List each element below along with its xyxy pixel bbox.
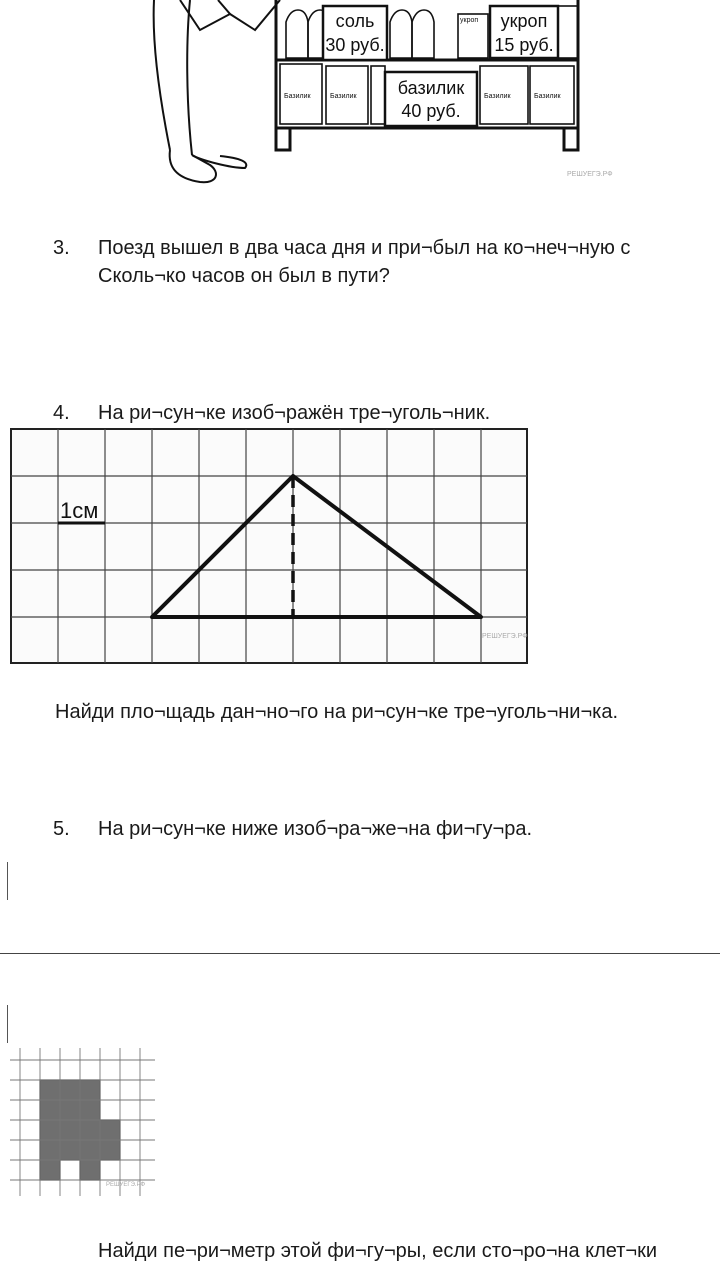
shop-illustration <box>140 0 620 190</box>
section-divider <box>0 953 720 954</box>
packet-label: Базилик <box>484 93 511 100</box>
packet-label: Базилик <box>534 93 561 100</box>
q5-text: На ри¬сун¬ке ниже изоб¬ра¬же¬на фи¬гу¬ра. <box>98 818 533 840</box>
q4-number: 4. <box>53 402 70 424</box>
page-edge-marker <box>0 862 8 900</box>
q3-number: 3. <box>53 237 70 259</box>
q4-question: Найди пло¬щадь дан¬но¬го на ри¬сун¬ке тре¬уголь¬ни¬ка. <box>55 701 619 723</box>
watermark: РЕШУЕГЭ.РФ <box>106 1182 146 1188</box>
q3-line-2: Сколь¬ко часов он был в пути? <box>98 265 390 287</box>
basil-price: 40 руб. <box>401 101 461 121</box>
salt-price: 30 руб. <box>325 35 385 55</box>
dill-price: 15 руб. <box>494 35 554 55</box>
q3-line-1: Поезд вышел в два часа дня и при¬был на ко¬неч¬ную с <box>98 237 631 259</box>
packet-label: укроп <box>460 17 479 24</box>
triangle-figure <box>10 428 530 666</box>
dill-name: укроп <box>500 11 548 31</box>
q4-text: На ри¬сун¬ке изоб¬ражён тре¬уголь¬ник. <box>98 402 491 424</box>
page-edge-marker <box>0 1005 8 1043</box>
q5-question: Найди пе¬ри¬метр этой фи¬гу¬ры, если сто¬ро¬на клет¬ки <box>98 1240 658 1262</box>
basil-name: базилик <box>397 78 465 98</box>
watermark: РЕШУЕГЭ.РФ <box>567 171 613 178</box>
salt-name: соль <box>335 11 375 31</box>
watermark: РЕШУЕГЭ.РФ <box>482 633 528 640</box>
packet-label: Базилик <box>330 93 357 100</box>
scale-label: 1см <box>60 498 99 523</box>
q5-number: 5. <box>53 818 70 840</box>
packet-label: Базилик <box>284 93 311 100</box>
grid-figure <box>10 1048 155 1196</box>
